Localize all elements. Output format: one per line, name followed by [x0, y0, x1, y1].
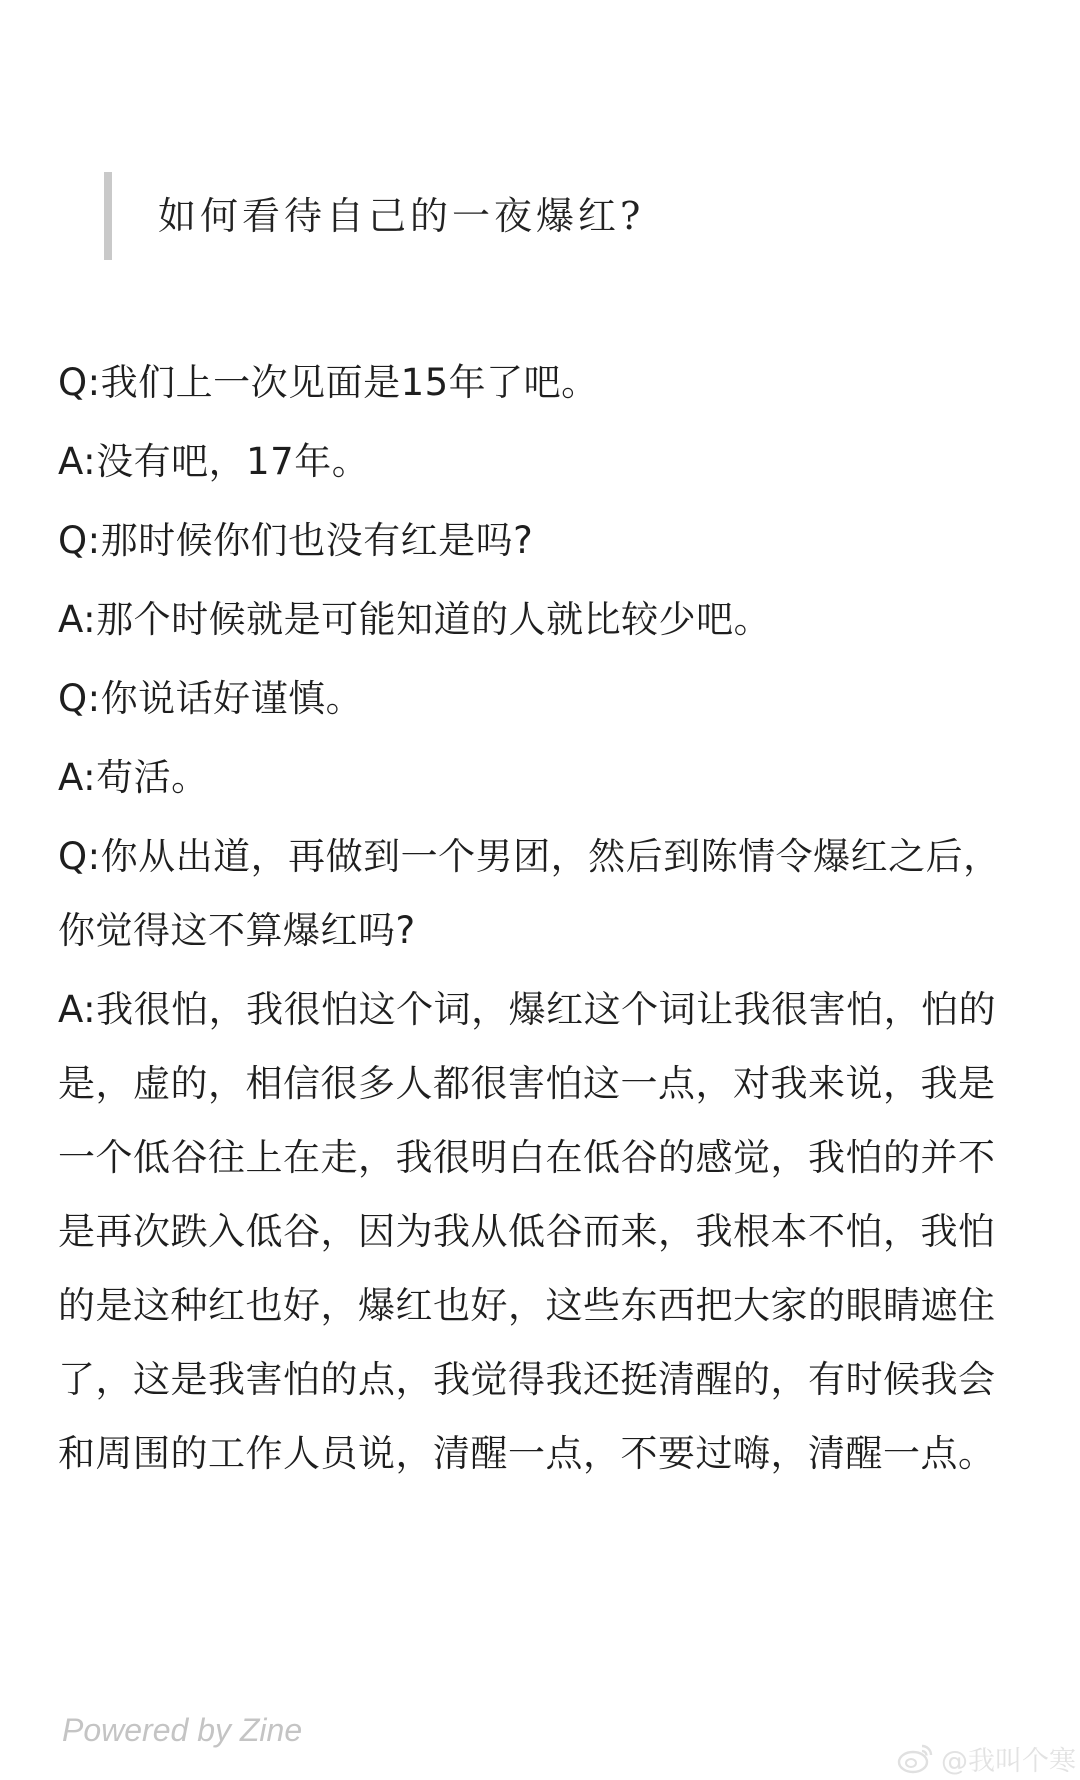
qa-line: A:我很怕，我很怕这个词，爆红这个词让我很害怕，怕的是，虚的，相信很多人都很害怕这一点，对我来说，我是一个低谷往上在走，我很明白在低谷的感觉，我怕的并不是再次跌入低谷，因为我从低谷而来，我根本不怕，我怕的是这种红也好，爆红也好，这些东西把大家的眼睛遮住了，这是我害怕的点，我觉得我还挺清醒的，有时候我会和周围的工作人员说，清醒一点，不要过嗨，清醒一点。	[58, 988, 997, 1475]
quote-bar	[104, 172, 112, 260]
qa-line: A:苟活。	[58, 756, 209, 799]
watermark-text: @我叫个寒	[941, 1745, 1076, 1777]
qa-list	[58, 346, 1028, 1496]
qa-line: Q:我们上一次见面是15年了吧。	[58, 361, 599, 404]
powered-by-footer: Powered by Zine	[62, 1712, 303, 1748]
qa-line: Q:你从出道，再做到一个男团，然后到陈情令爆红之后，你觉得这不算爆红吗?	[58, 835, 1001, 952]
qa-line: Q:那时候你们也没有红是吗?	[58, 519, 534, 562]
qa-line: A:没有吧，17年。	[58, 440, 370, 483]
weibo-icon	[897, 1742, 935, 1774]
heading-title: 如何看待自己的一夜爆红?	[158, 194, 645, 238]
qa-line: A:那个时候就是可能知道的人就比较少吧。	[58, 598, 772, 641]
qa-line: Q:你说话好谨慎。	[58, 677, 364, 720]
quote-heading	[104, 172, 1004, 260]
watermark	[897, 1738, 1076, 1778]
